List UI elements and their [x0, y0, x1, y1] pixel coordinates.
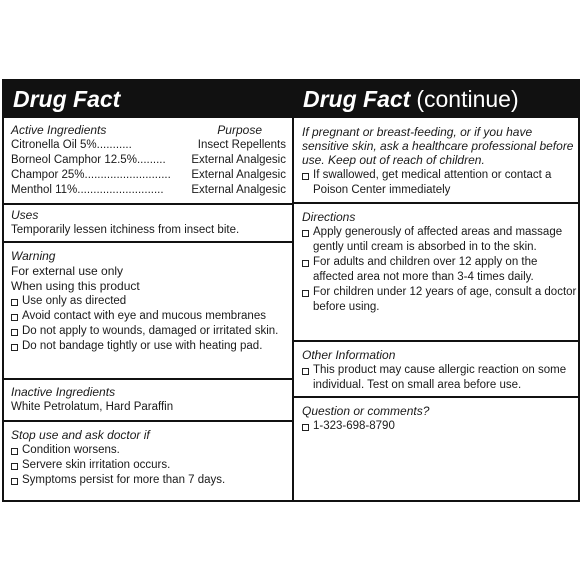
ingredient-purpose: External Analgesic: [191, 154, 286, 166]
bullet-icon: [11, 314, 18, 321]
directions-heading: Directions: [302, 210, 356, 224]
list-item: For adults and children over 12 apply on the affected area not more than 3-4 times daily.: [302, 255, 578, 285]
continue-label: (continue): [416, 86, 519, 112]
list-item: If swallowed, get medical attention or contact a Poison Center immediately: [302, 168, 578, 198]
leader-dots: ...........................: [84, 169, 171, 181]
drug-fact-header: [4, 81, 292, 118]
bullet-icon: [302, 424, 309, 431]
ingredient-row: [11, 138, 292, 153]
ingredient-purpose: External Analgesic: [191, 169, 286, 181]
other-information-heading: Other Information: [302, 348, 396, 362]
when-using-text: When using this product: [11, 279, 140, 293]
bullet-icon: [11, 299, 18, 306]
bullet-icon: [11, 329, 18, 336]
external-use-text: For external use only: [11, 264, 124, 278]
drug-fact-continue-title: Drug Fact: [303, 86, 411, 112]
list-item: Apply generously of affected areas and massage gently until cream is absorbed in to the skin.: [302, 225, 578, 255]
bullet-icon: [11, 448, 18, 455]
active-ingredients-section: [4, 120, 292, 203]
bullet-icon: [302, 260, 309, 267]
leader-dots: ...........................: [77, 184, 164, 196]
stop-use-section: [4, 422, 292, 500]
phone-number: 1-323-698-8790: [302, 419, 578, 434]
list-item: This product may cause allergic reaction on some individual. Test on small area before use.: [302, 363, 578, 393]
list-item: Use only as directed: [11, 294, 292, 309]
ingredient-row: [11, 183, 292, 198]
ingredient-purpose: External Analgesic: [191, 184, 286, 196]
drug-fact-continue-header: [294, 81, 578, 118]
inactive-ingredients-text: White Petrolatum, Hard Paraffin: [11, 401, 174, 413]
uses-heading: Uses: [11, 208, 39, 222]
list-item: Do not apply to wounds, damaged or irritated skin.: [11, 324, 292, 339]
drug-facts-panel: [2, 79, 580, 502]
ingredient-row: [11, 153, 292, 168]
uses-text: Temporarily lessen itchiness from insect bite.: [11, 224, 240, 236]
active-ingredients-heading: Active Ingredients: [11, 123, 107, 137]
warning-heading: Warning: [11, 249, 56, 263]
purpose-heading: Purpose: [217, 123, 262, 137]
uses-section: [4, 205, 292, 241]
ingredient-name: Champor 25%: [11, 169, 85, 181]
leader-dots: .........: [136, 154, 166, 166]
drug-fact-title: Drug Fact: [13, 86, 121, 112]
questions-section: [294, 398, 578, 500]
ingredient-name: Menthol 11%: [11, 184, 78, 196]
pregnancy-warning-heading: If pregnant or breast-feeding, or if you have sensitive skin, ask a healthcare professional before use. Keep out of reach of children.: [302, 125, 574, 167]
stop-use-heading: Stop use and ask doctor if: [11, 428, 150, 442]
questions-heading: Question or comments?: [302, 404, 430, 418]
list-item: Servere skin irritation occurs.: [11, 458, 292, 473]
other-information-section: [294, 342, 578, 396]
ingredient-purpose: Insect Repellents: [197, 139, 286, 151]
ingredient-name: Citronella Oil 5%: [11, 139, 97, 151]
bullet-icon: [302, 290, 309, 297]
warning-section: [4, 243, 292, 378]
bullet-icon: [11, 463, 18, 470]
list-item: For children under 12 years of age, consult a doctor before using.: [302, 285, 578, 315]
ingredient-name: Borneol Camphor 12.5%: [11, 154, 137, 166]
list-item: Avoid contact with eye and mucous membranes: [11, 309, 292, 324]
inactive-ingredients-heading: Inactive Ingredients: [11, 385, 116, 399]
bullet-icon: [11, 478, 18, 485]
list-item: Do not bandage tightly or use with heating pad.: [11, 339, 292, 354]
directions-section: [294, 204, 578, 340]
leader-dots: ...........: [96, 139, 132, 151]
list-item: Symptoms persist for more than 7 days.: [11, 473, 292, 488]
bullet-icon: [302, 368, 309, 375]
bullet-icon: [302, 230, 309, 237]
list-item: Condition worsens.: [11, 443, 292, 458]
bullet-icon: [11, 344, 18, 351]
pregnancy-warning-section: [294, 120, 578, 202]
ingredient-row: [11, 168, 292, 183]
bullet-icon: [302, 173, 309, 180]
inactive-ingredients-section: [4, 380, 292, 420]
